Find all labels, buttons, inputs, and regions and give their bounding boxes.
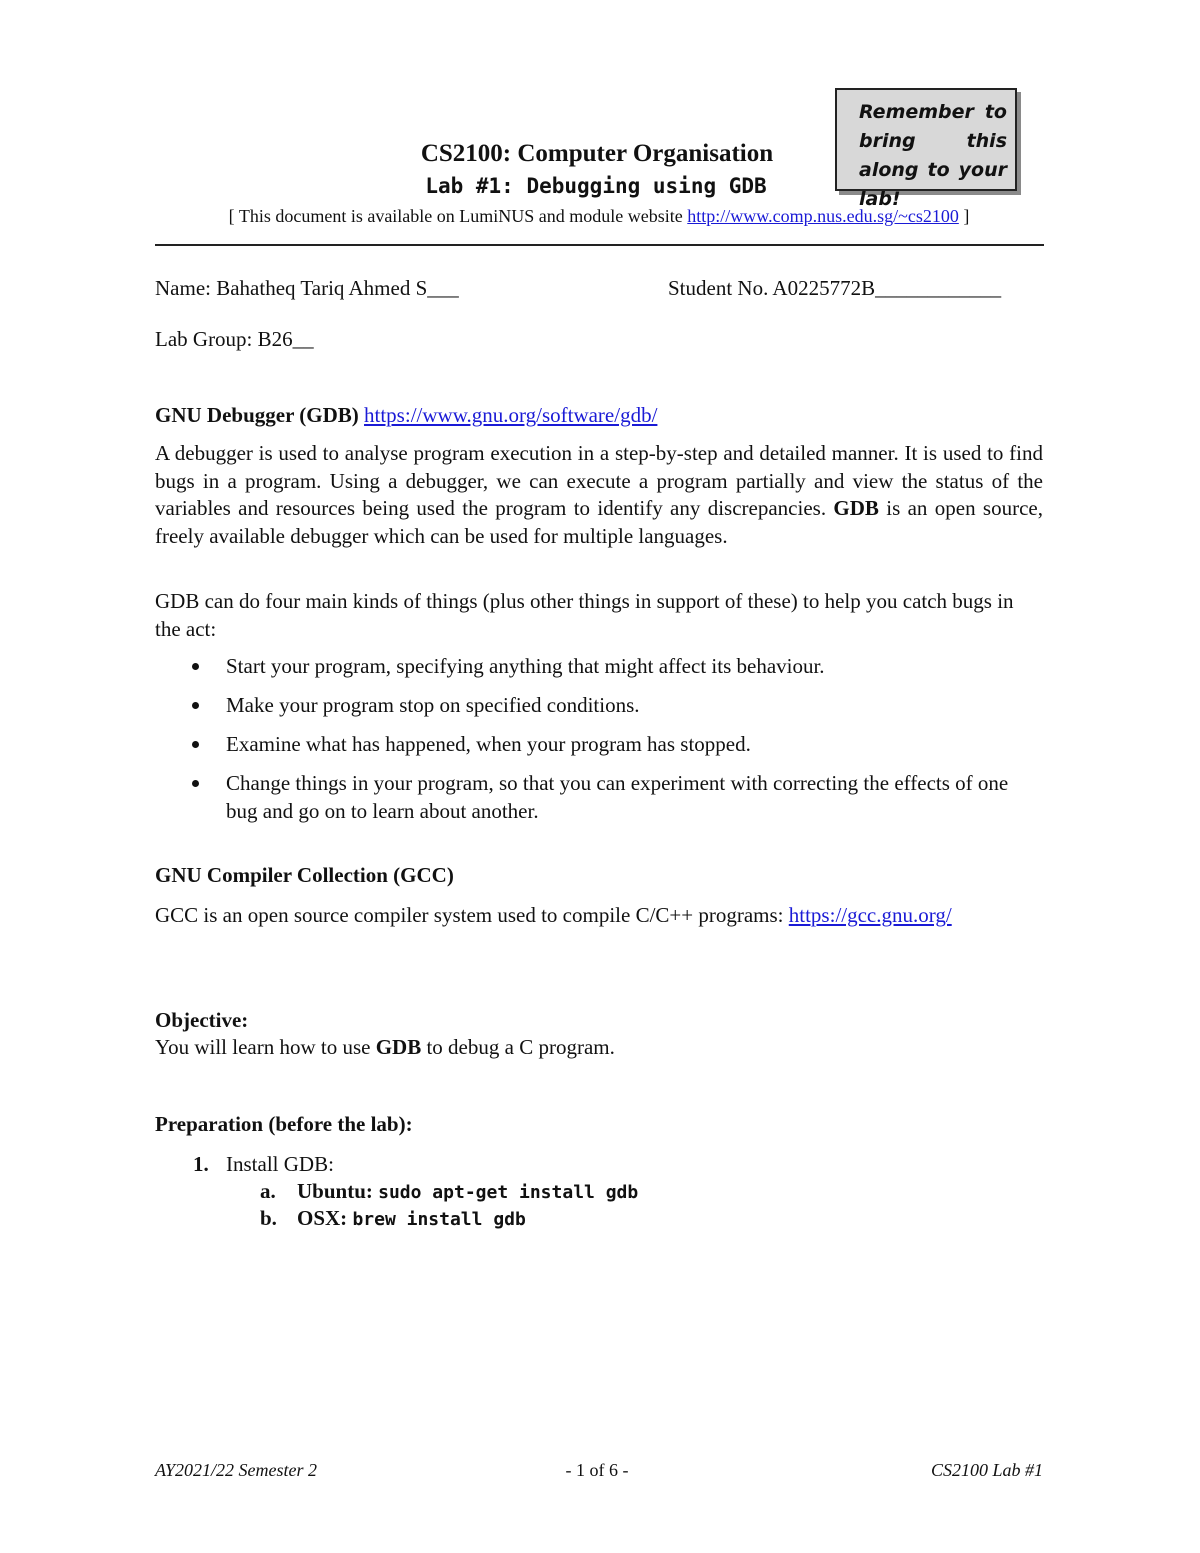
footer-lab: CS2100 Lab #1 <box>930 1460 1043 1480</box>
list-item <box>155 653 1043 681</box>
install-ubuntu <box>155 1178 1043 1205</box>
step-text: Install GDB: <box>226 1152 334 1176</box>
list-item <box>155 692 1043 720</box>
objective-text-a: You will learn how to use <box>155 1035 376 1059</box>
student-number-field: Student No. A0225772B____________ <box>668 276 1002 300</box>
preparation-list <box>155 1151 1043 1232</box>
bullet-icon <box>192 702 199 709</box>
bullet-icon <box>192 780 199 787</box>
gcc-description <box>155 902 1043 930</box>
list-item-text: Make your program stop on specified conditions. <box>226 693 640 717</box>
availability-note <box>0 206 1199 227</box>
gcc-heading: GNU Compiler Collection (GCC) <box>155 863 454 887</box>
bullet-icon <box>192 663 199 670</box>
gdb-capabilities-list <box>155 653 1043 837</box>
gdb-description-bold: GDB <box>833 496 879 520</box>
gdb-description <box>155 440 1043 550</box>
os-label: Ubuntu: <box>297 1179 373 1203</box>
list-item-text: Change things in your program, so that you can experiment with correcting the effects of one bug and go on to learn about another. <box>226 771 1009 823</box>
sub-letter: a. <box>260 1179 276 1203</box>
module-website-link[interactable]: http://www.comp.nus.edu.sg/~cs2100 <box>687 206 959 226</box>
bullet-icon <box>192 741 199 748</box>
os-label: OSX: <box>297 1206 348 1230</box>
gdb-heading-text: GNU Debugger (GDB) <box>155 403 359 427</box>
gdb-link[interactable]: https://www.gnu.org/software/gdb/ <box>364 403 658 427</box>
footer-page-number: - 1 of 6 - <box>565 1460 629 1480</box>
gdb-capabilities-intro: GDB can do four main kinds of things (plus other things in support of these) to help you catch bugs in the act: <box>155 589 1014 641</box>
lab-title: Lab #1: Debugging using GDB <box>425 174 767 198</box>
install-command: sudo apt-get install gdb <box>378 1182 639 1203</box>
header-divider <box>155 244 1044 246</box>
gcc-description-text: GCC is an open source compiler system used to compile C/C++ programs: <box>155 903 789 927</box>
list-item-text: Start your program, specifying anything that might affect its behaviour. <box>226 654 825 678</box>
list-item <box>155 770 1043 825</box>
reminder-box: Remember to bring this along to your lab! <box>835 88 1017 191</box>
objective-text <box>155 1034 1043 1062</box>
availability-suffix: ] <box>958 206 970 226</box>
preparation-step <box>155 1151 1043 1178</box>
objective-text-b: to debug a C program. <box>421 1035 615 1059</box>
objective-text-bold: GDB <box>375 1035 422 1059</box>
gdb-heading <box>155 402 1043 430</box>
preparation-heading: Preparation (before the lab): <box>155 1112 413 1136</box>
lab-group-field: Lab Group: B26__ <box>155 327 314 351</box>
objective-heading: Objective: <box>155 1008 249 1032</box>
gdb-description-b: is an open source, freely available debugger which can be used for multiple languages. <box>155 496 1043 548</box>
sub-letter: b. <box>260 1206 277 1230</box>
install-command: brew install gdb <box>352 1209 526 1230</box>
list-item <box>155 731 1043 759</box>
footer-semester: AY2021/22 Semester 2 <box>155 1460 317 1480</box>
course-title: CS2100: Computer Organisation <box>420 140 774 167</box>
availability-prefix: [ This document is available on LumiNUS and module website <box>228 206 688 226</box>
gdb-description-a: A debugger is used to analyse program execution in a step-by-step and detailed manner. It is used to find bugs in a program. Using a debugger, we can execute a program partially and view the status of the variables and resources being used the program to identify any discrepancies. <box>155 441 1043 520</box>
name-field: Name: Bahatheq Tariq Ahmed S___ <box>155 276 459 300</box>
gcc-link[interactable]: https://gcc.gnu.org/ <box>788 903 952 927</box>
install-osx <box>155 1205 1043 1232</box>
step-number: 1. <box>193 1152 209 1176</box>
list-item-text: Examine what has happened, when your program has stopped. <box>226 732 751 756</box>
